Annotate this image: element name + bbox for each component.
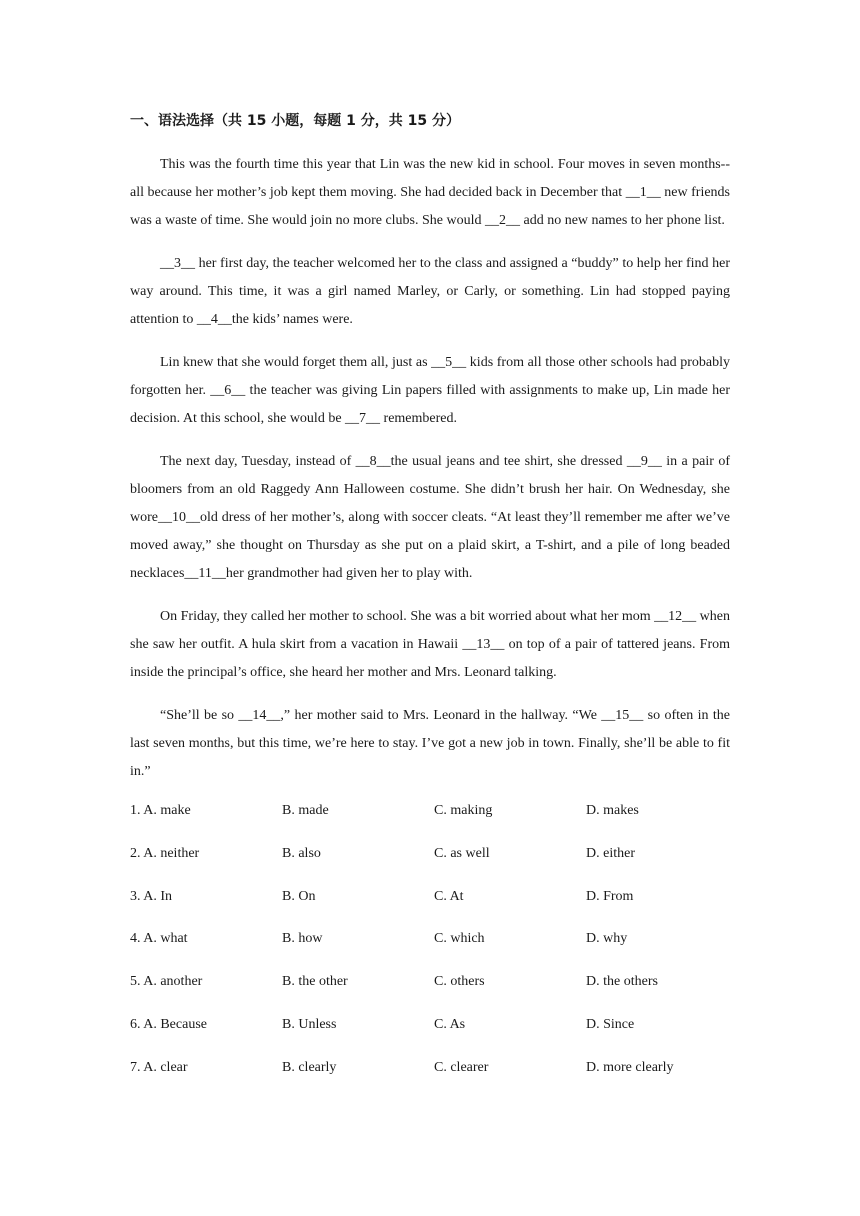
option-d: D. either xyxy=(586,845,635,861)
question-row-5 xyxy=(130,972,730,1015)
passage-paragraph-2: __3__ her first day, the teacher welcomed her to the class and assigned a “buddy” to help her find her way around. This time, it was a girl named Marley, or Carly, or something. Lin had stopped paying attention to __4__the kids’ names were. xyxy=(130,256,730,327)
option-d: D. From xyxy=(586,888,634,904)
option-a: 3. A. In xyxy=(130,888,172,904)
option-b: B. clearly xyxy=(282,1059,337,1075)
option-c: C. which xyxy=(434,931,485,947)
option-a: 7. A. clear xyxy=(130,1059,188,1075)
question-row-7 xyxy=(130,1058,730,1101)
question-row-4 xyxy=(130,929,730,972)
passage-paragraph-5: On Friday, they called her mother to school. She was a bit worried about what her mom __12__ when she saw her outfit. A hula skirt from a vacation in Hawaii __13__ on top of a pair of tattered jeans. From inside the principal’s office, she heard her mother and Mrs. Leonard talking. xyxy=(130,609,730,680)
question-row-2 xyxy=(130,844,730,887)
option-c: C. as well xyxy=(434,845,490,861)
question-row-1 xyxy=(130,801,730,844)
option-d: D. the others xyxy=(586,974,658,990)
section-heading: 一、语法选择（共 15 小题，每题 1 分，共 15 分） xyxy=(130,113,460,129)
passage-paragraph-3: Lin knew that she would forget them all, just as __5__ kids from all those other schools had probably forgotten her. __6__ the teacher was giving Lin papers filled with assignments to make up, Lin made her decision. At this school, she would be __7__ remembered. xyxy=(130,355,730,426)
option-d: D. Since xyxy=(586,1016,635,1032)
option-b: B. made xyxy=(282,803,329,818)
option-a: 1. A. make xyxy=(130,803,191,818)
option-b: B. the other xyxy=(282,974,348,990)
passage-paragraph-1: This was the fourth time this year that Lin was the new kid in school. Four moves in seven months--all because her mother’s job kept them moving. She had decided back in December that __1__ new friends was a waste of time. She would join no more clubs. She would __2__ add no new names to her phone list. xyxy=(130,157,730,228)
answer-options xyxy=(130,801,730,1101)
passage-paragraph-4: The next day, Tuesday, instead of __8__the usual jeans and tee shirt, she dressed __9__ in a pair of bloomers from an old Raggedy Ann Halloween costume. She didn’t brush her hair. On Wednesday, she wore__10__old dress of her mother’s, along with soccer cleats. “At least they’ll remember me after we’ve moved away,” she thought on Thursday as she put on a plaid skirt, a T-shirt, and a pile of long beaded necklaces__11__her grandmother had given her to play with. xyxy=(130,454,730,581)
option-c: C. As xyxy=(434,1016,466,1032)
option-c: C. others xyxy=(434,974,485,990)
option-c: C. clearer xyxy=(434,1059,489,1075)
option-b: B. how xyxy=(282,931,323,947)
option-c: C. At xyxy=(434,888,464,904)
option-b: B. On xyxy=(282,888,316,904)
option-a: 5. A. another xyxy=(130,974,203,990)
option-d: D. makes xyxy=(586,803,639,818)
question-row-6 xyxy=(130,1015,730,1058)
option-d: D. more clearly xyxy=(586,1059,674,1075)
option-b: B. also xyxy=(282,845,321,861)
option-b: B. Unless xyxy=(282,1016,337,1032)
option-d: D. why xyxy=(586,931,628,947)
document-page xyxy=(130,110,730,1101)
option-a: 2. A. neither xyxy=(130,845,200,861)
option-a: 4. A. what xyxy=(130,931,188,947)
option-a: 6. A. Because xyxy=(130,1016,207,1032)
question-row-3 xyxy=(130,887,730,930)
passage-paragraph-6: “She’ll be so __14__,” her mother said to Mrs. Leonard in the hallway. “We __15__ so often in the last seven months, but this time, we’re here to stay. I’ve got a new job in town. Finally, she’ll be able to fit in.” xyxy=(130,708,730,779)
option-c: C. making xyxy=(434,803,493,818)
